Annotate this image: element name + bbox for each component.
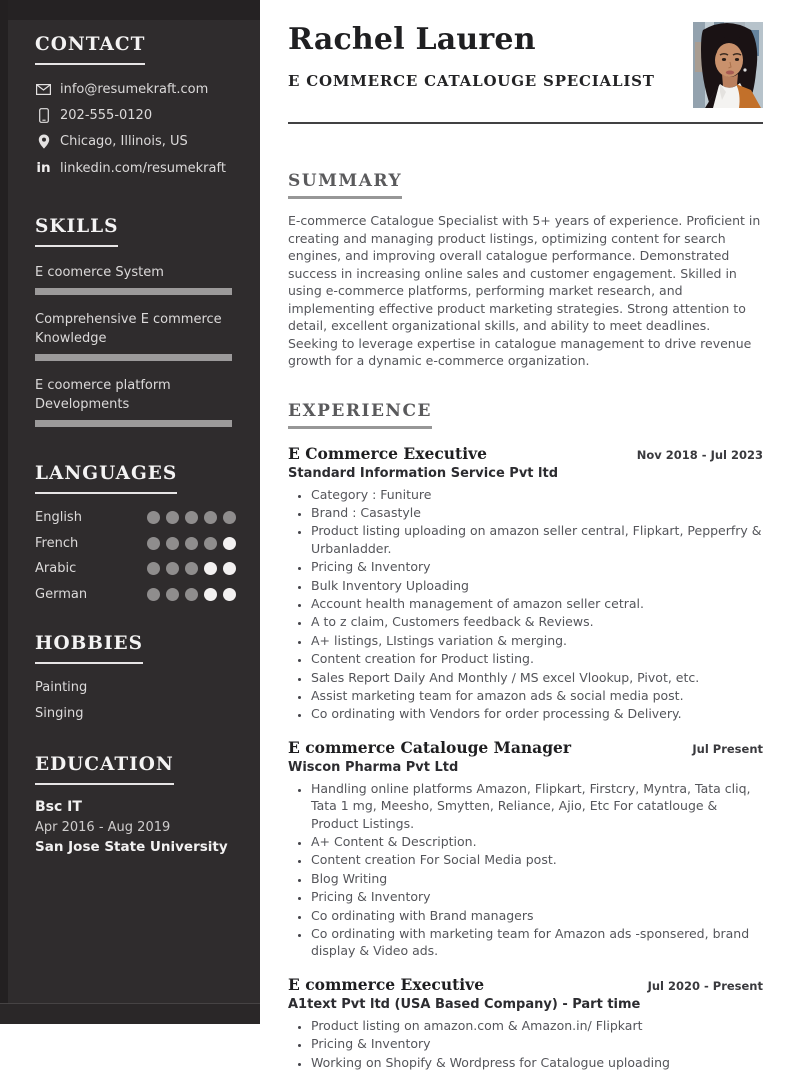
skill-name: E coomerce platform Developments [35,378,171,412]
skill-level-fill [35,354,232,361]
language-level-dots [147,511,236,524]
job-header [288,738,763,757]
job-entry [288,444,763,723]
person-name: Rachel Lauren [288,22,536,57]
job-company: Standard Information Service Pvt ltd [288,465,559,481]
language-row [35,561,236,576]
contact-text: info@resumekraft.com [60,82,209,97]
page-edge-bottom [0,1003,260,1024]
level-dot-filled [166,588,179,601]
language-name: English [35,510,82,525]
skills-heading: SKILLS [35,216,118,247]
hobby-item: Painting [35,679,88,695]
job-bullet: • Co ordinating with marketing team for Amazon ads -sponsered, brand display & Video ads. [311,925,763,960]
level-dot-filled [166,562,179,575]
language-row [35,510,236,525]
header-divider [288,122,763,124]
contact-text: Chicago, Illinois, US [60,134,188,149]
education-school: San Jose State University [35,838,228,855]
job-bullet: • A+ listings, LIstings variation & merging. [311,632,763,649]
skill-item [35,310,236,361]
job-bullet: • A to z claim, Customers feedback & Reviews. [311,613,763,630]
job-title: E Commerce Executive [288,443,487,463]
contact-item[interactable] [35,108,236,123]
skill-level-fill [35,288,232,295]
language-name: French [35,535,79,551]
experience-section [288,401,763,1072]
hobbies-section [35,633,236,721]
level-dot-empty [223,537,236,550]
level-dot-empty [204,562,217,575]
job-bullet-list [288,1017,763,1071]
job-dates: Nov 2018 - Jul 2023 [636,447,763,462]
skill-level-fill [35,420,232,427]
summary-text: E-commerce Catalogue Specialist with 5+ years of experience. Proficient in creating and managing product listings, optimizing content for search engines, and improving overall catalogue performance. Demonstrated success in increasing online sales and customer engagement. Skilled in using e-commerce platforms, performing market research, and implementing effective product marketing strategies. Strong attention to detail, excellent organizational skills, and ability to meet deadlines. Seeking to leverage expertise in catalogue management to drive revenue growth for a dynamic e-commerce organization. [288,213,761,368]
name-block [288,20,655,90]
languages-list [35,510,236,602]
job-header [288,444,763,463]
skill-item [35,376,236,427]
language-row [35,587,236,602]
job-bullet: • Pricing & Inventory [311,888,763,905]
job-bullet: • Pricing & Inventory [311,1035,763,1052]
contact-item[interactable] [35,134,236,149]
level-dot-filled [223,511,236,524]
job-company: A1text Pvt ltd (USA Based Company) - Part time [288,996,641,1012]
skill-level-bar [35,420,232,427]
level-dot-filled [147,562,160,575]
profile-photo [693,22,763,108]
jobs-list [288,444,763,1072]
level-dot-filled [166,511,179,524]
hobbies-heading: HOBBIES [35,633,143,664]
level-dot-filled [185,588,198,601]
job-dates: Jul Present [692,741,763,756]
level-dot-filled [185,537,198,550]
hobbies-list [35,680,236,721]
job-bullet-list [288,780,763,960]
job-title: E commerce Catalouge Manager [288,737,572,757]
phone-icon [35,108,52,123]
contact-text: 202-555-0120 [60,108,153,123]
page-edge-left [0,0,8,1024]
level-dot-empty [223,562,236,575]
job-bullet: • Content creation for Product listing. [311,650,763,667]
header [288,20,763,108]
job-bullet: • Co ordinating with Brand managers [311,907,763,924]
job-bullet-list [288,486,763,723]
level-dot-filled [204,537,217,550]
sidebar [0,0,260,1024]
job-bullet: • Account health management of amazon seller cetral. [311,595,763,612]
level-dot-filled [147,537,160,550]
person-job-title: E COMMERCE CATALOUGE SPECIALIST [288,72,655,90]
job-bullet: • Product listing on amazon.com & Amazon.in/ Flipkart [311,1017,763,1034]
contact-text: linkedin.com/resumekraft [60,160,226,176]
language-name: German [35,586,88,602]
contact-item[interactable] [35,82,236,97]
job-entry [288,975,763,1071]
job-bullet: • Co ordinating with Vendors for order processing & Delivery. [311,705,763,722]
main-content [260,0,791,1070]
portrait-photo-image [693,22,763,108]
level-dot-filled [147,588,160,601]
job-bullet: • Sales Report Daily And Monthly / MS excel Vlookup, Pivot, etc. [311,669,763,686]
education-section [35,754,236,855]
education-heading: EDUCATION [35,754,174,785]
job-bullet: • A+ Content & Description. [311,833,763,850]
job-dates: Jul 2020 - Present [647,978,763,993]
level-dot-filled [166,537,179,550]
skill-name: E coomerce System [35,265,164,280]
job-bullet: • Blog Writing [311,870,763,887]
job-bullet: • Category : Funiture [311,486,763,503]
job-bullet: • Bulk Inventory Uploading [311,577,763,594]
summary-heading: SUMMARY [288,171,402,199]
contact-list [35,82,236,176]
contact-heading: CONTACT [35,34,145,65]
job-header [288,975,763,994]
skill-name: Comprehensive E commerce Knowledge [35,312,222,346]
page-edge-top [0,0,260,20]
language-level-dots [147,537,236,550]
skill-level-bar [35,354,232,361]
job-company: Wiscon Pharma Pvt Ltd [288,759,459,775]
job-title: E commerce Executive [288,974,485,994]
skills-section [35,216,236,427]
location-icon [35,134,52,149]
email-icon [35,84,52,95]
skill-item [35,263,236,295]
experience-heading: EXPERIENCE [288,401,432,429]
language-name: Arabic [35,561,77,576]
languages-section [35,463,236,602]
level-dot-filled [185,511,198,524]
skills-list [35,263,236,427]
level-dot-filled [204,511,217,524]
level-dot-empty [204,588,217,601]
job-bullet: • Brand : Casastyle [311,504,763,521]
job-bullet: • Handling online platforms Amazon, Flipkart, Firstcry, Myntra, Tata cliq, Tata 1 mg, Meesho, Smytten, Reliance, Ajio, Etc For catatlouge & Product Listings. [311,780,763,832]
level-dot-empty [223,588,236,601]
language-row [35,536,236,551]
summary-section [288,171,763,370]
job-bullet: • Pricing & Inventory [311,558,763,575]
education-dates: Apr 2016 - Aug 2019 [35,819,171,835]
level-dot-filled [147,511,160,524]
contact-section [35,34,236,176]
language-level-dots [147,588,236,601]
contact-item[interactable] [35,160,236,176]
language-level-dots [147,562,236,575]
job-bullet: • Working on Shopify & Wordpress for Catalogue uploading [311,1054,763,1071]
languages-heading: LANGUAGES [35,463,177,494]
hobby-item: Singing [35,705,84,721]
job-bullet: • Assist marketing team for amazon ads & social media post. [311,687,763,704]
job-bullet: • Content creation For Social Media post. [311,851,763,868]
job-entry [288,738,763,960]
job-bullet: • Product listing uploading on amazon seller central, Flipkart, Pepperfry & Urbanladder. [311,522,763,557]
education-degree: Bsc IT [35,798,82,815]
skill-level-bar [35,288,232,295]
level-dot-filled [185,562,198,575]
linkedin-icon: in [36,160,51,176]
